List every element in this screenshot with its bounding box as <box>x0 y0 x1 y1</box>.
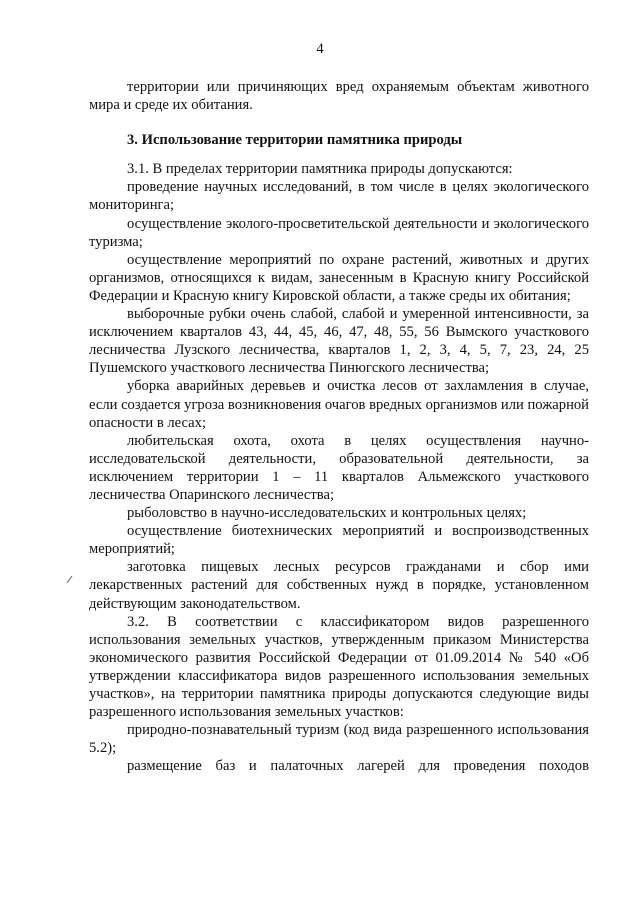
clause-3-2-intro: 3.2. В соответствии с классификатором видов разрешенного использования земельных участков, утвержденным приказом Министерства экономического развития Российской Федерации от 01.09.2014 № 540 «Об утверждении классификатора видов разрешенного использования земельных участков», на территории памятника природы допускаются следующие виды разрешенного использования земельных участков: <box>89 613 589 721</box>
clause-3-1-item: рыболовство в научно-исследовательских и контрольных целях; <box>127 505 527 522</box>
clause-3-1-item: осуществление биотехнических мероприятий и воспроизводственных мероприятий; <box>89 523 589 558</box>
clause-3-2-item: размещение баз и палаточных лагерей для проведения походов <box>127 758 589 775</box>
clause-3-1-item: выборочные рубки очень слабой, слабой и умеренной интенсивности, за исключением кварталов 43, 44, 45, 46, 47, 48, 55, 56 Вымского участкового лесничества Лузского лесничества, кварталов 1, 2, 3, 4, 5, 7, 23, 24, 25 Пушемского участкового лесничества Пинюгского лесничества; <box>89 306 589 377</box>
clause-3-1-intro: 3.1. В пределах территории памятника природы допускаются: <box>127 161 513 178</box>
clause-3-1-item: осуществление мероприятий по охране растений, животных и других организмов, относящихся к видам, занесенным в Красную книгу Российской Федерации и Красную книгу Кировской области, а также среды их обитания; <box>89 251 589 304</box>
margin-pen-mark <box>67 576 77 583</box>
clause-3-1-item: любительская охота, охота в целях осуществления научно-исследовательской деятельности, образовательной деятельности, за исключением территории 1 – 11 кварталов Альмежского участкового лесничества Опаринского лесничества; <box>89 432 589 503</box>
clause-3-1-item: уборка аварийных деревьев и очистка лесов от захламления в случае, если создается угроза возникновения очагов вредных организмов или пожарной опасности в лесах; <box>89 378 589 431</box>
page-number: 4 <box>316 41 324 57</box>
clause-3-1-item: заготовка пищевых лесных ресурсов гражданами и сбор ими лекарственных растений для собственных нужд в порядке, установленном действующим законодательством. <box>89 559 589 612</box>
clause-3-1-item: осуществление эколого-просветительской деятельности и экологического туризма; <box>89 215 589 250</box>
continuation-paragraph: территории или причиняющих вред охраняемым объектам животного мира и среде их обитания. <box>89 79 589 114</box>
clause-3-1-item: проведение научных исследований, в том числе в целях экологического мониторинга; <box>89 179 589 214</box>
document-body <box>89 78 589 775</box>
section-title: 3. Использование территории памятника природы <box>127 132 463 149</box>
clause-3-2-item: природно-познавательный туризм (код вида разрешенного использования 5.2); <box>89 722 589 757</box>
